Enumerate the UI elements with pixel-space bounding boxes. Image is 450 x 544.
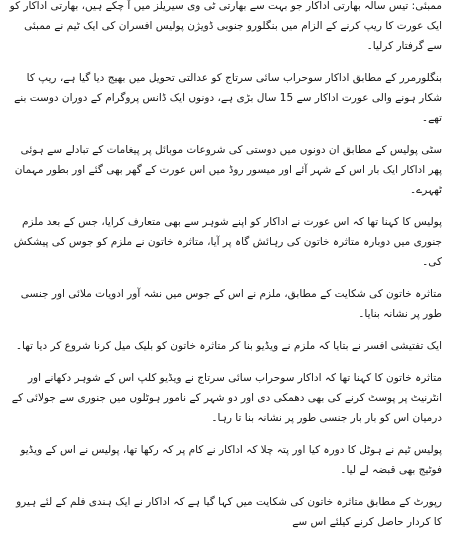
article-paragraph-3: سٹی پولیس کے مطابق ان دونوں میں دوستی کی شروعات موبائل پر پیغامات کے تبادلے سے ہوئی پھر اداکار ایک بار اس کے شہر آئے اور میسور روڈ میں اس عورت کے گھر بھی گئے اور بطور مہمان ٹھہرے۔ [14,144,442,196]
article-paragraph-7: متاثرہ خاتون کا کہنا تھا کہ اداکار سوحراب سائی سرتاج نے ویڈیو کلپ اس کے شوہر دکھانے اور انٹرنیٹ پر پوسٹ کرنے کی بھی دھمکی دی اور دو شہر کے نامور ہوٹلوں میں جنوری سے جولائی کے درمیان اس کو بار بار جنسی طور پر نشانہ بنا تا رہا۔ [11,372,442,424]
article-paragraph-6: ایک تفتیشی افسر نے بتایا کہ ملزم نے ویڈیو بنا کر متاثرہ خاتون کو بلیک میل کرنا شروع کر دیا تھا۔ [15,340,442,352]
article-paragraph-9: رپورٹ کے مطابق متاثرہ خاتون کی شکایت میں کہا گیا ہے کہ اداکار نے ایک ہندی فلم کے لئے ہیرو کا کردار حاصل کرنے کیلئے اس سے [16,496,442,528]
article-paragraph-8: پولیس ٹیم نے ہوٹل کا دورہ کیا اور پتہ چلا کہ اداکار نے کام پر کہ رکھا تھا، پولیس نے اس کے ویڈیو فوٹیج بھی قبضہ لے لیا۔ [20,444,442,476]
article-paragraph-2: بنگلورمرر کے مطابق اداکار سوحراب سائی سرتاج کو عدالتی تحویل میں بھیج دیا گیا ہے، ریپ کا شکار ہونے والی عورت اداکار سے 15 سال بڑی ہے، دونوں ایک ڈانس پروگرام کے دوران دوست بنے تھے۔ [14,72,442,124]
article-paragraph-4: پولیس کا کہنا تھا کہ اس عورت نے اداکار کو اپنے شوہر سے بھی متعارف کرایا، جس کے بعد ملزم جنوری میں دوبارہ متاثرہ خاتون کی رہائش گاہ پر آیا، متاثرہ خاتون نے ملزم کو جوس کی پیشکش کی۔ [13,216,442,268]
article-paragraph-1: ممبئی: تیس سالہ بھارتی اداکار جو بہت سے بھارتی ٹی وی سیریلز میں آ چکے ہیں، بھارتی اداکار کو ایک عورت کا ریپ کرنے کے الزام میں بنگلورو جنوبی ڈویژن پولیس افسران کی ایک ٹیم نے ممبئی سے گرفتار کرلیا۔ [9,0,442,52]
article-paragraph-5: متاثرہ خاتون کی شکایت کے مطابق، ملزم نے اس کے جوس میں نشہ آور ادویات ملائی اور جنسی طور پر نشانہ بنایا۔ [20,288,442,320]
